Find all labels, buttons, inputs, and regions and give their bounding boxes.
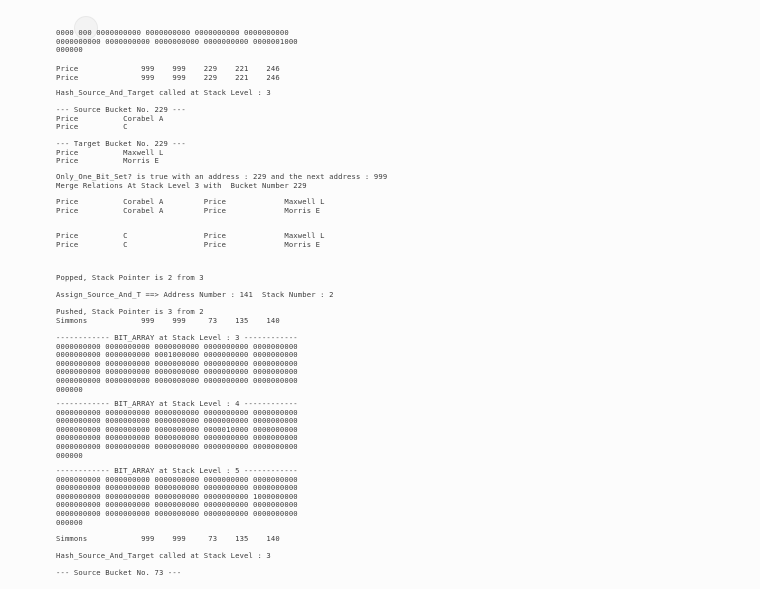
- text-line: 000000: [56, 450, 83, 460]
- text-line: 0000000000 0000000000 0000000000 0000000000 0000000000: [56, 341, 298, 351]
- merge-group-1: [56, 198, 325, 215]
- text-line: 000000: [56, 45, 83, 55]
- text-line: Price Corabel A Price Morris E: [56, 205, 321, 215]
- text-line: Popped, Stack Pointer is 2 from 3: [56, 273, 204, 282]
- only-one-bit-lines: [56, 173, 387, 190]
- pushed-lines: [56, 308, 280, 325]
- text-line: Assign_Source_And_T ==> Address Number : 141 Stack Number : 2: [56, 290, 334, 299]
- simmons-row: [56, 535, 280, 544]
- text-line: 0000000000 0000000000 0000000000 0000000000 0000000000: [56, 433, 298, 443]
- bit-array-level-4: [56, 400, 298, 460]
- text-line: Price Morris E: [56, 156, 159, 166]
- text-line: 0000000000 0000000000 0001000000 0000000000 0000000000: [56, 350, 298, 360]
- text-line: --- Source Bucket No. 73 ---: [56, 568, 182, 577]
- merge-group-2: [56, 232, 325, 249]
- text-line: Simmons 999 999 73 135 140: [56, 534, 280, 543]
- text-line: Price C Price Morris E: [56, 239, 321, 249]
- text-line: 0000000000 0000000000 0000000000 0000000000 0000000000: [56, 508, 298, 518]
- popped-line: [56, 274, 204, 283]
- bit-array-level-3: [56, 334, 298, 394]
- page-cutoff-fade: [56, 577, 206, 589]
- text-line: Price C: [56, 122, 128, 132]
- text-line: 000000: [56, 384, 83, 394]
- text-line: 0000000000 0000000000 0000000000 0000000000 0000000000: [56, 367, 298, 377]
- text-line: Price Corabel A: [56, 113, 164, 123]
- text-line: 0000000000 0000000000 0000000000 0000000000 0000000000: [56, 441, 298, 451]
- text-line: Merge Relations At Stack Level 3 with Bucket Number 229: [56, 180, 307, 190]
- text-line: Simmons 999 999 73 135 140: [56, 315, 280, 325]
- text-line: 0000000000 0000000000 0000000000 0000010000 0000000000: [56, 424, 298, 434]
- text-line: 0000000000 0000000000 0000000000 0000000000 0000000000: [56, 483, 298, 493]
- text-line: Price Maxwell L: [56, 147, 164, 157]
- text-line: 000000: [56, 517, 83, 527]
- text-line: Hash_Source_And_Target called at Stack Level : 3: [56, 551, 271, 560]
- text-line: 0000 000 0000000000 0000000000 0000000000 0000000000: [56, 28, 289, 37]
- text-line: Hash_Source_And_Target called at Stack Level : 3: [56, 88, 271, 97]
- text-line: ------------ BIT_ARRAY at Stack Level : 3 ------------: [56, 333, 298, 342]
- text-line: ------------ BIT_ARRAY at Stack Level : 5 ------------: [56, 466, 298, 475]
- bit-array-level-5: [56, 467, 298, 527]
- text-line: Price C Price Maxwell L: [56, 231, 325, 240]
- text-line: Pushed, Stack Pointer is 3 from 2: [56, 307, 204, 316]
- text-line: 0000000000 0000000000 0000000000 0000000000 0000000000: [56, 375, 298, 385]
- text-line: Price 999 999 229 221 246: [56, 64, 280, 73]
- text-line: 0000000000 0000000000 0000000000 0000000000 0000001000: [56, 36, 298, 46]
- price-rows: [56, 65, 280, 82]
- text-line: Price Corabel A Price Maxwell L: [56, 197, 325, 206]
- text-line: 0000000000 0000000000 0000000000 0000000000 0000000000: [56, 407, 298, 417]
- text-line: Only_One_Bit_Set? is true with an address : 229 and the next address : 999: [56, 172, 388, 181]
- assign-line: [56, 291, 334, 300]
- bit-block-1: [56, 29, 298, 55]
- hash-call-line: [56, 89, 271, 98]
- text-line: --- Target Bucket No. 229 ---: [56, 139, 186, 148]
- text-line: 0000000000 0000000000 0000000000 0000000000 0000000000: [56, 474, 298, 484]
- text-line: 0000000000 0000000000 0000000000 0000000000 1000000000: [56, 491, 298, 501]
- target-bucket-229: [56, 140, 186, 166]
- hash-call-line-2: [56, 552, 271, 561]
- text-line: 0000000000 0000000000 0000000000 0000000000 0000000000: [56, 358, 298, 368]
- source-bucket-229: [56, 106, 186, 132]
- text-line: 0000000000 0000000000 0000000000 0000000000 0000000000: [56, 416, 298, 426]
- text-line: --- Source Bucket No. 229 ---: [56, 105, 186, 114]
- text-line: ------------ BIT_ARRAY at Stack Level : 4 ------------: [56, 399, 298, 408]
- text-line: 0000000000 0000000000 0000000000 0000000000 0000000000: [56, 500, 298, 510]
- text-line: Price 999 999 229 221 246: [56, 72, 280, 82]
